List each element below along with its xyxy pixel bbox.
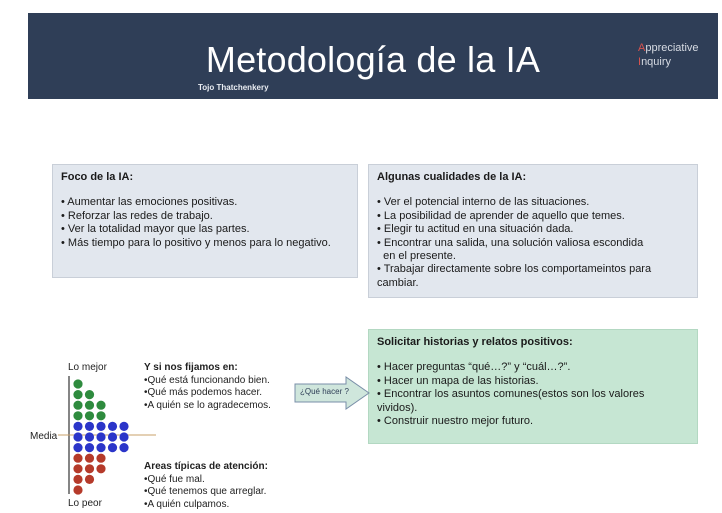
list-item: • Ver el potencial interno de las situaciones. bbox=[377, 196, 590, 209]
red-dot bbox=[85, 475, 94, 484]
fijamos-block bbox=[144, 362, 271, 412]
dot-grid bbox=[73, 379, 128, 494]
list-item: •A quién culpamos. bbox=[144, 498, 230, 510]
green-dot bbox=[85, 390, 94, 399]
blue-dot bbox=[73, 432, 82, 441]
blue-dot bbox=[119, 422, 128, 431]
green-dot bbox=[73, 401, 82, 410]
slide-header bbox=[28, 13, 718, 99]
brand-word-1: ppreciative bbox=[645, 42, 699, 54]
list-item: •Qué fue mal. bbox=[144, 473, 205, 485]
green-dot bbox=[96, 411, 105, 420]
blue-dot bbox=[73, 443, 82, 452]
blue-dot bbox=[108, 422, 117, 431]
blue-dot bbox=[108, 432, 117, 441]
author-name: Tojo Thatchenkery bbox=[198, 83, 269, 92]
green-dot bbox=[73, 379, 82, 388]
list-item: en el presente. bbox=[377, 250, 456, 263]
blue-dot bbox=[108, 443, 117, 452]
foco-list bbox=[61, 196, 349, 250]
list-item: • La posibilidad de aprender de aquello que temes. bbox=[377, 209, 625, 222]
arrow-label: ¿Qué hacer ? bbox=[300, 387, 349, 396]
cualidades-box bbox=[368, 164, 698, 298]
red-dot bbox=[96, 464, 105, 473]
cualidades-list bbox=[377, 196, 689, 290]
list-item: •Qué tenemos que arreglar. bbox=[144, 486, 267, 497]
blue-dot bbox=[85, 443, 94, 452]
list-item: • Construir nuestro mejor futuro. bbox=[377, 415, 534, 428]
list-item: •Qué más podemos hacer. bbox=[144, 387, 263, 398]
brand-logo bbox=[638, 41, 699, 69]
brand-word-2: nquiry bbox=[641, 56, 672, 68]
blue-dot bbox=[96, 432, 105, 441]
green-dot bbox=[73, 390, 82, 399]
page-title: Metodología de la IA bbox=[205, 39, 541, 80]
blue-dot bbox=[119, 432, 128, 441]
list-item: • Trabajar directamente sobre los comportameintos para bbox=[377, 263, 652, 276]
list-item: • Encontrar una salida, una solución valiosa escondida bbox=[377, 236, 644, 249]
list-item: • Hacer preguntas “qué…?” y “cuál…?”. bbox=[377, 361, 571, 374]
red-dot bbox=[73, 464, 82, 473]
blue-dot bbox=[85, 432, 94, 441]
blue-dot bbox=[85, 422, 94, 431]
red-dot bbox=[96, 454, 105, 463]
areas-heading: Areas típicas de atención: bbox=[144, 461, 268, 472]
blue-dot bbox=[96, 422, 105, 431]
foco-box bbox=[52, 164, 358, 278]
list-item: vividos). bbox=[377, 401, 418, 414]
blue-dot bbox=[119, 443, 128, 452]
historias-box bbox=[368, 329, 698, 444]
red-dot bbox=[73, 485, 82, 494]
green-dot bbox=[73, 411, 82, 420]
list-item: • Más tiempo para lo positivo y menos para lo negativo. bbox=[61, 236, 331, 249]
brand-initial-i: I bbox=[638, 56, 642, 68]
list-item: • Reforzar las redes de trabajo. bbox=[61, 209, 213, 222]
list-item: •Qué está funcionando bien. bbox=[144, 374, 270, 386]
green-dot bbox=[85, 411, 94, 420]
green-dot bbox=[85, 401, 94, 410]
list-item: • Ver la totalidad mayor que las partes. bbox=[61, 223, 250, 236]
list-item: • Aumentar las emociones positivas. bbox=[61, 196, 238, 209]
red-dot bbox=[85, 464, 94, 473]
label-media: Media bbox=[30, 431, 58, 442]
historias-list bbox=[377, 361, 689, 428]
blue-dot bbox=[96, 443, 105, 452]
historias-heading: Solicitar historias y relatos positivos: bbox=[377, 336, 573, 348]
foco-heading: Foco de la IA: bbox=[61, 171, 134, 183]
list-item: • Hacer un mapa de las historias. bbox=[377, 374, 539, 387]
list-item: • Encontrar los asuntos comunes(estos son los valores bbox=[377, 388, 645, 401]
label-lo-peor: Lo peor bbox=[68, 498, 102, 509]
areas-block bbox=[144, 461, 268, 511]
red-dot bbox=[73, 475, 82, 484]
label-lo-mejor: Lo mejor bbox=[68, 362, 107, 373]
fijamos-heading: Y si nos fijamos en: bbox=[144, 362, 238, 373]
green-dot bbox=[96, 401, 105, 410]
cualidades-heading: Algunas cualidades de la IA: bbox=[377, 171, 527, 183]
list-item: • Elegir tu actitud en una situación dada. bbox=[377, 223, 574, 236]
list-item: •A quién se lo agradecemos. bbox=[144, 399, 271, 411]
red-dot bbox=[73, 454, 82, 463]
blue-dot bbox=[73, 422, 82, 431]
list-item: cambiar. bbox=[377, 276, 419, 289]
brand-initial-a: A bbox=[638, 42, 646, 54]
red-dot bbox=[85, 454, 94, 463]
